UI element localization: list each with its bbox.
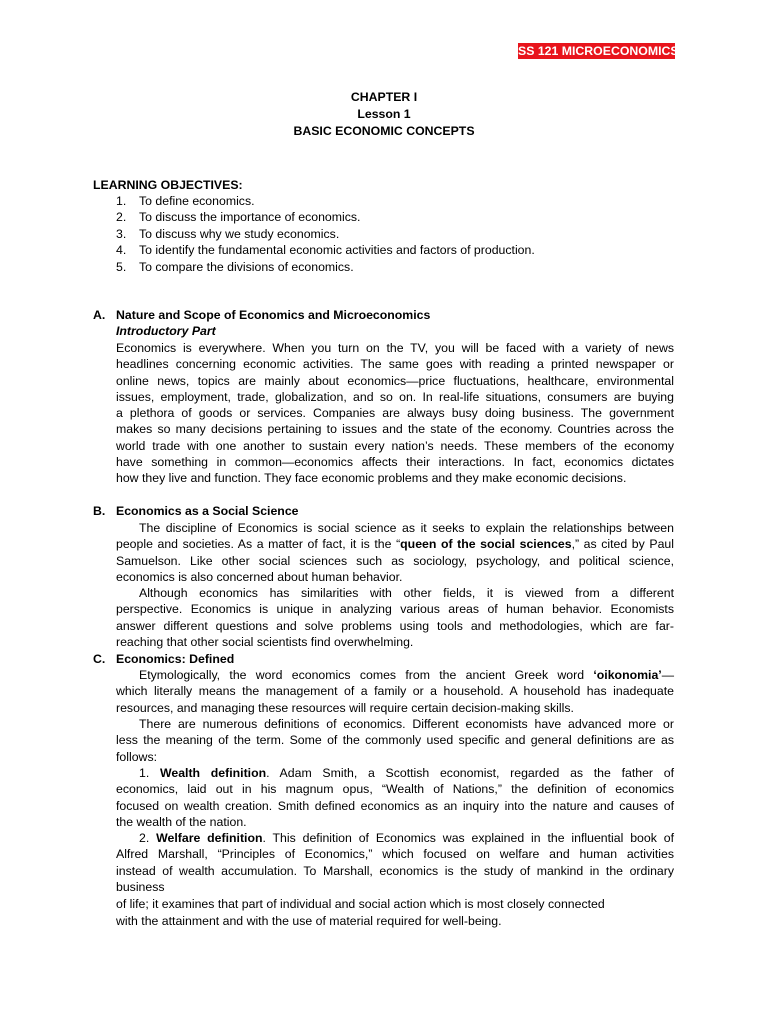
section-b-letter: B. <box>93 504 106 518</box>
text-line: online news, topics are mainly about economics—price fluctuations, healthcare, environmental <box>116 373 674 388</box>
text-line: follows: <box>116 749 158 764</box>
text-line: answer different questions and solve problems using tools and methodologies, which are far- <box>116 618 674 633</box>
text-line: Samuelson. Like other social sciences such as sociology, psychology, and political science, <box>116 553 674 568</box>
definition-number: 1. <box>139 766 150 780</box>
text-line <box>116 536 674 552</box>
objective-text: To discuss why we study economics. <box>139 227 340 241</box>
section-b-paragraph-1 <box>116 520 674 585</box>
text-line: The discipline of Economics is social science as it seeks to explain the relationships between <box>139 521 674 535</box>
objective-number: 4. <box>116 243 127 257</box>
text-line: economics is also concerned about human behavior. <box>116 569 403 584</box>
text-line: focused on wealth creation. Smith defined economics as an inquiry into the nature and causes of <box>116 798 674 813</box>
section-c-paragraph-2 <box>116 716 674 765</box>
text-run: ,” as cited by Paul <box>571 537 674 552</box>
text-line: Alfred Marshall, “Principles of Economics,” which focused on welfare and human activities <box>116 847 674 862</box>
text-line: issues, employment, trade, globalization, and so on. In real-life situations, consumers are buying <box>116 389 674 404</box>
welfare-term: Welfare definition <box>156 831 263 845</box>
section-c-heading: Economics: Defined <box>116 652 235 666</box>
objectives-heading: LEARNING OBJECTIVES: <box>93 178 243 192</box>
section-c-letter: C. <box>93 652 106 666</box>
quote-line: with the attainment and with the use of material required for well-being. <box>116 914 502 928</box>
text-line: which literally means the management of a family or a household. A household has inadequate <box>116 684 674 699</box>
text-line: how they live and function. They face economic problems and they make economic decisions. <box>116 471 627 486</box>
section-a-letter: A. <box>93 308 106 322</box>
text-line: resources, and managing these resources will require certain decision-making skills. <box>116 700 574 715</box>
quote-line: of life; it examines that part of individual and social action which is most closely connected <box>116 897 605 911</box>
objective-number: 2. <box>116 210 127 224</box>
lesson-title: Lesson 1 <box>357 107 411 121</box>
section-b-heading: Economics as a Social Science <box>116 504 299 518</box>
wealth-definition <box>116 765 674 830</box>
text-line: world trade with one another to sustain every nation’s needs. These members of the economy <box>116 438 674 453</box>
text-line: Economics is everywhere. When you turn on the TV, you will be faced with a variety of news <box>116 341 674 355</box>
text-run: . Adam Smith, a Scottish economist, regarded as the father of <box>266 766 674 780</box>
definition-number: 2. <box>139 831 150 845</box>
text-line <box>116 667 674 683</box>
section-a-subheading: Introductory Part <box>116 324 216 338</box>
section-a-paragraph <box>116 340 674 487</box>
objective-text: To compare the divisions of economics. <box>139 260 354 274</box>
text-line: have something in common—economics affects their interactions. In fact, economics dictates <box>116 455 674 470</box>
text-run: — <box>661 668 674 682</box>
text-line: instead of wealth accumulation. To Marshall, economics is the study of mankind in the ordinary <box>116 863 674 878</box>
text-line: economics, laid out in his magnum opus, “Wealth of Nations,” the definition of economics <box>116 782 674 797</box>
text-line: the wealth of the nation. <box>116 814 247 829</box>
section-a-heading: Nature and Scope of Economics and Microeconomics <box>116 308 431 322</box>
objective-number: 1. <box>116 194 127 208</box>
text-line: business <box>116 879 165 894</box>
section-c-paragraph-1 <box>116 667 674 716</box>
objective-text: To discuss the importance of economics. <box>139 210 361 224</box>
text-line: Although economics has similarities with other fields, it is viewed from a different <box>139 586 674 600</box>
text-line: reaching that other social scientists find overwhelming. <box>116 634 414 649</box>
text-line: less the meaning of the term. Some of the commonly used specific and general definitions are as <box>116 733 674 748</box>
chapter-title: CHAPTER I <box>350 90 418 104</box>
section-b-paragraph-2 <box>116 585 674 650</box>
course-badge: SS 121 MICROECONOMICS <box>518 44 679 58</box>
text-line: There are numerous definitions of economics. Different economists have advanced more or <box>139 717 674 731</box>
topic-title: BASIC ECONOMIC CONCEPTS <box>293 124 475 138</box>
objective-number: 3. <box>116 227 127 241</box>
wealth-term: Wealth definition <box>159 766 267 780</box>
objective-number: 5. <box>116 260 127 274</box>
text-line: a plethora of goods or services. Companies are always busy doing business. The government <box>116 406 674 421</box>
text-line <box>116 830 674 846</box>
queen-term: queen of the social sciences <box>400 537 572 552</box>
text-run: people and societies. As a matter of fact, it is the “ <box>116 537 401 552</box>
welfare-definition <box>116 830 674 895</box>
objective-text: To identify the fundamental economic activities and factors of production. <box>139 243 535 257</box>
text-line: headlines concerning economic activities. The same goes with reading a printed newspaper or <box>116 357 674 372</box>
text-line <box>116 765 674 781</box>
text-run: . This definition of Economics was explained in the influential book of <box>262 831 674 845</box>
text-line: makes so many decisions pertaining to issues and the state of the economy. Countries across the <box>116 422 674 437</box>
oikonomia-term: ‘oikonomia’ <box>593 668 662 682</box>
text-line: perspective. Economics is unique in analyzing various areas of human behavior. Economists <box>116 602 674 617</box>
objective-text: To define economics. <box>139 194 255 208</box>
text-run: Etymologically, the word economics comes from the ancient Greek word <box>139 668 585 682</box>
